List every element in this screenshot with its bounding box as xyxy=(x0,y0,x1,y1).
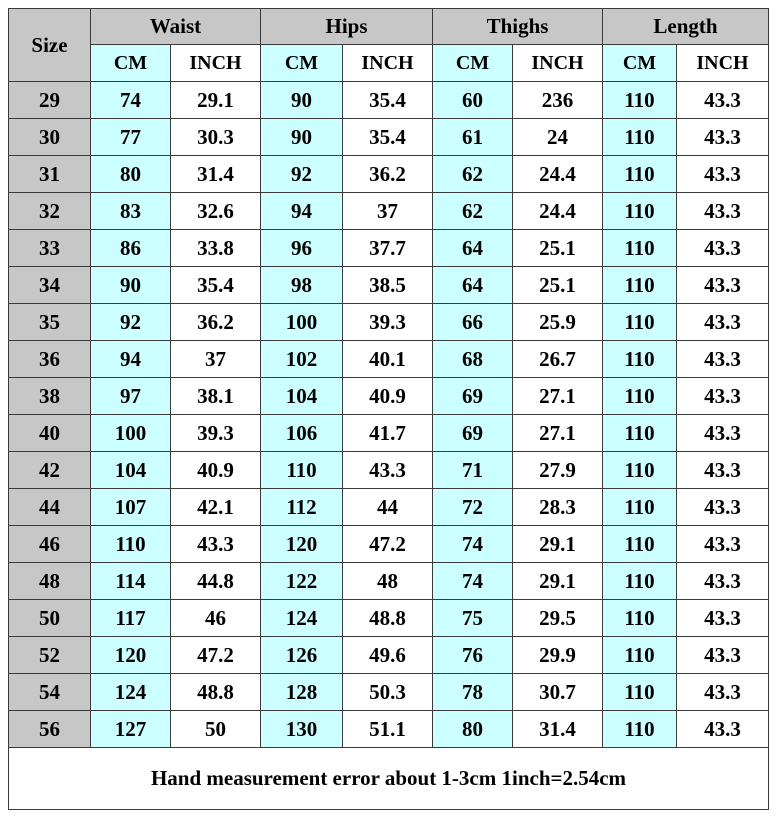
table-row xyxy=(9,526,769,563)
thighs-inch-cell: 236 xyxy=(513,82,603,119)
length-inch-cell: 43.3 xyxy=(677,674,769,711)
length-inch-cell: 43.3 xyxy=(677,600,769,637)
waist-cm-header: CM xyxy=(91,45,171,82)
waist-inch-cell: 32.6 xyxy=(171,193,261,230)
hips-inch-cell: 38.5 xyxy=(343,267,433,304)
waist-inch-cell: 30.3 xyxy=(171,119,261,156)
hips-cm-cell: 96 xyxy=(261,230,343,267)
hips-cm-cell: 122 xyxy=(261,563,343,600)
hips-inch-cell: 40.9 xyxy=(343,378,433,415)
length-inch-cell: 43.3 xyxy=(677,341,769,378)
length-inch-cell: 43.3 xyxy=(677,452,769,489)
hips-inch-cell: 36.2 xyxy=(343,156,433,193)
thighs-inch-cell: 27.1 xyxy=(513,415,603,452)
size-cell: 44 xyxy=(9,489,91,526)
length-cm-cell: 110 xyxy=(603,304,677,341)
thighs-inch-cell: 26.7 xyxy=(513,341,603,378)
waist-cm-cell: 97 xyxy=(91,378,171,415)
hips-inch-cell: 48.8 xyxy=(343,600,433,637)
length-inch-cell: 43.3 xyxy=(677,267,769,304)
hips-inch-cell: 39.3 xyxy=(343,304,433,341)
size-cell: 38 xyxy=(9,378,91,415)
hips-cm-cell: 104 xyxy=(261,378,343,415)
thighs-cm-cell: 69 xyxy=(433,415,513,452)
hips-cm-cell: 120 xyxy=(261,526,343,563)
table-row xyxy=(9,711,769,748)
table-row xyxy=(9,341,769,378)
thighs-cm-cell: 62 xyxy=(433,156,513,193)
waist-inch-cell: 38.1 xyxy=(171,378,261,415)
thighs-inch-header: INCH xyxy=(513,45,603,82)
length-inch-cell: 43.3 xyxy=(677,378,769,415)
thighs-cm-cell: 60 xyxy=(433,82,513,119)
hips-cm-cell: 124 xyxy=(261,600,343,637)
thighs-inch-cell: 27.1 xyxy=(513,378,603,415)
hips-cm-cell: 106 xyxy=(261,415,343,452)
length-cm-cell: 110 xyxy=(603,563,677,600)
length-inch-cell: 43.3 xyxy=(677,526,769,563)
hips-inch-cell: 47.2 xyxy=(343,526,433,563)
hips-inch-cell: 51.1 xyxy=(343,711,433,748)
size-rows xyxy=(9,82,769,748)
length-cm-cell: 110 xyxy=(603,637,677,674)
thighs-inch-cell: 24.4 xyxy=(513,156,603,193)
hips-cm-header: CM xyxy=(261,45,343,82)
hips-inch-cell: 44 xyxy=(343,489,433,526)
thighs-cm-cell: 78 xyxy=(433,674,513,711)
table-row xyxy=(9,563,769,600)
size-cell: 46 xyxy=(9,526,91,563)
length-inch-cell: 43.3 xyxy=(677,415,769,452)
thighs-header: Thighs xyxy=(433,9,603,45)
length-cm-cell: 110 xyxy=(603,452,677,489)
hips-cm-cell: 90 xyxy=(261,82,343,119)
waist-inch-cell: 40.9 xyxy=(171,452,261,489)
length-inch-cell: 43.3 xyxy=(677,156,769,193)
waist-inch-cell: 50 xyxy=(171,711,261,748)
size-cell: 52 xyxy=(9,637,91,674)
table-row xyxy=(9,452,769,489)
table-row xyxy=(9,600,769,637)
hips-cm-cell: 94 xyxy=(261,193,343,230)
hips-cm-cell: 112 xyxy=(261,489,343,526)
length-cm-cell: 110 xyxy=(603,600,677,637)
table-row xyxy=(9,193,769,230)
hips-inch-cell: 49.6 xyxy=(343,637,433,674)
hips-cm-cell: 100 xyxy=(261,304,343,341)
hips-inch-cell: 35.4 xyxy=(343,119,433,156)
waist-inch-cell: 44.8 xyxy=(171,563,261,600)
table-row xyxy=(9,156,769,193)
waist-cm-cell: 100 xyxy=(91,415,171,452)
length-cm-cell: 110 xyxy=(603,230,677,267)
length-cm-cell: 110 xyxy=(603,415,677,452)
size-cell: 33 xyxy=(9,230,91,267)
length-cm-header: CM xyxy=(603,45,677,82)
thighs-cm-cell: 68 xyxy=(433,341,513,378)
size-cell: 30 xyxy=(9,119,91,156)
note-row xyxy=(9,748,769,810)
thighs-cm-cell: 69 xyxy=(433,378,513,415)
waist-cm-cell: 104 xyxy=(91,452,171,489)
thighs-inch-cell: 29.1 xyxy=(513,563,603,600)
thighs-inch-cell: 25.1 xyxy=(513,230,603,267)
waist-cm-cell: 107 xyxy=(91,489,171,526)
thighs-inch-cell: 24.4 xyxy=(513,193,603,230)
thighs-inch-cell: 31.4 xyxy=(513,711,603,748)
waist-cm-cell: 74 xyxy=(91,82,171,119)
hips-inch-cell: 41.7 xyxy=(343,415,433,452)
length-cm-cell: 110 xyxy=(603,711,677,748)
waist-cm-cell: 90 xyxy=(91,267,171,304)
length-cm-cell: 110 xyxy=(603,674,677,711)
waist-inch-header: INCH xyxy=(171,45,261,82)
group-header-row xyxy=(9,9,769,45)
waist-cm-cell: 127 xyxy=(91,711,171,748)
waist-inch-cell: 31.4 xyxy=(171,156,261,193)
table-row xyxy=(9,230,769,267)
size-cell: 36 xyxy=(9,341,91,378)
thighs-inch-cell: 30.7 xyxy=(513,674,603,711)
waist-inch-cell: 37 xyxy=(171,341,261,378)
hips-inch-cell: 48 xyxy=(343,563,433,600)
thighs-inch-cell: 29.9 xyxy=(513,637,603,674)
size-cell: 32 xyxy=(9,193,91,230)
length-inch-cell: 43.3 xyxy=(677,119,769,156)
size-cell: 50 xyxy=(9,600,91,637)
size-cell: 48 xyxy=(9,563,91,600)
length-cm-cell: 110 xyxy=(603,156,677,193)
waist-inch-cell: 39.3 xyxy=(171,415,261,452)
table-row xyxy=(9,378,769,415)
thighs-cm-cell: 74 xyxy=(433,563,513,600)
table-row xyxy=(9,674,769,711)
hips-header: Hips xyxy=(261,9,433,45)
hips-cm-cell: 130 xyxy=(261,711,343,748)
length-header: Length xyxy=(603,9,769,45)
table-row xyxy=(9,415,769,452)
length-inch-cell: 43.3 xyxy=(677,563,769,600)
length-inch-cell: 43.3 xyxy=(677,711,769,748)
waist-inch-cell: 46 xyxy=(171,600,261,637)
hips-inch-cell: 35.4 xyxy=(343,82,433,119)
size-header: Size xyxy=(9,9,91,82)
thighs-cm-header: CM xyxy=(433,45,513,82)
waist-cm-cell: 117 xyxy=(91,600,171,637)
length-inch-cell: 43.3 xyxy=(677,489,769,526)
table-row xyxy=(9,119,769,156)
waist-cm-cell: 94 xyxy=(91,341,171,378)
size-cell: 35 xyxy=(9,304,91,341)
waist-cm-cell: 86 xyxy=(91,230,171,267)
hips-cm-cell: 126 xyxy=(261,637,343,674)
waist-cm-cell: 83 xyxy=(91,193,171,230)
thighs-cm-cell: 72 xyxy=(433,489,513,526)
size-cell: 29 xyxy=(9,82,91,119)
size-cell: 54 xyxy=(9,674,91,711)
hips-cm-cell: 102 xyxy=(261,341,343,378)
table-row xyxy=(9,267,769,304)
waist-inch-cell: 48.8 xyxy=(171,674,261,711)
length-cm-cell: 110 xyxy=(603,526,677,563)
unit-header-row xyxy=(9,45,769,82)
thighs-cm-cell: 71 xyxy=(433,452,513,489)
length-cm-cell: 110 xyxy=(603,267,677,304)
thighs-cm-cell: 66 xyxy=(433,304,513,341)
waist-cm-cell: 80 xyxy=(91,156,171,193)
waist-inch-cell: 43.3 xyxy=(171,526,261,563)
hips-inch-cell: 43.3 xyxy=(343,452,433,489)
size-cell: 31 xyxy=(9,156,91,193)
length-inch-cell: 43.3 xyxy=(677,193,769,230)
waist-cm-cell: 110 xyxy=(91,526,171,563)
thighs-cm-cell: 74 xyxy=(433,526,513,563)
waist-cm-cell: 92 xyxy=(91,304,171,341)
thighs-inch-cell: 29.5 xyxy=(513,600,603,637)
length-inch-header: INCH xyxy=(677,45,769,82)
hips-inch-cell: 37 xyxy=(343,193,433,230)
waist-header: Waist xyxy=(91,9,261,45)
thighs-cm-cell: 64 xyxy=(433,230,513,267)
thighs-cm-cell: 62 xyxy=(433,193,513,230)
thighs-inch-cell: 28.3 xyxy=(513,489,603,526)
size-cell: 34 xyxy=(9,267,91,304)
length-cm-cell: 110 xyxy=(603,341,677,378)
thighs-inch-cell: 25.9 xyxy=(513,304,603,341)
thighs-cm-cell: 61 xyxy=(433,119,513,156)
waist-cm-cell: 77 xyxy=(91,119,171,156)
length-cm-cell: 110 xyxy=(603,378,677,415)
thighs-inch-cell: 24 xyxy=(513,119,603,156)
table-row xyxy=(9,489,769,526)
thighs-cm-cell: 64 xyxy=(433,267,513,304)
waist-inch-cell: 35.4 xyxy=(171,267,261,304)
length-cm-cell: 110 xyxy=(603,119,677,156)
hips-inch-header: INCH xyxy=(343,45,433,82)
table-row xyxy=(9,304,769,341)
size-cell: 40 xyxy=(9,415,91,452)
hips-inch-cell: 50.3 xyxy=(343,674,433,711)
size-cell: 56 xyxy=(9,711,91,748)
waist-cm-cell: 114 xyxy=(91,563,171,600)
size-cell: 42 xyxy=(9,452,91,489)
waist-inch-cell: 36.2 xyxy=(171,304,261,341)
hips-cm-cell: 110 xyxy=(261,452,343,489)
length-inch-cell: 43.3 xyxy=(677,230,769,267)
length-cm-cell: 110 xyxy=(603,489,677,526)
thighs-inch-cell: 25.1 xyxy=(513,267,603,304)
hips-inch-cell: 40.1 xyxy=(343,341,433,378)
length-cm-cell: 110 xyxy=(603,193,677,230)
thighs-inch-cell: 27.9 xyxy=(513,452,603,489)
length-cm-cell: 110 xyxy=(603,82,677,119)
hips-cm-cell: 98 xyxy=(261,267,343,304)
waist-inch-cell: 29.1 xyxy=(171,82,261,119)
thighs-cm-cell: 76 xyxy=(433,637,513,674)
hips-cm-cell: 90 xyxy=(261,119,343,156)
hips-cm-cell: 92 xyxy=(261,156,343,193)
thighs-inch-cell: 29.1 xyxy=(513,526,603,563)
waist-inch-cell: 42.1 xyxy=(171,489,261,526)
waist-cm-cell: 120 xyxy=(91,637,171,674)
waist-inch-cell: 47.2 xyxy=(171,637,261,674)
length-inch-cell: 43.3 xyxy=(677,637,769,674)
thighs-cm-cell: 80 xyxy=(433,711,513,748)
table-row xyxy=(9,637,769,674)
length-inch-cell: 43.3 xyxy=(677,82,769,119)
waist-inch-cell: 33.8 xyxy=(171,230,261,267)
size-chart-table xyxy=(8,8,769,810)
hips-cm-cell: 128 xyxy=(261,674,343,711)
table-row xyxy=(9,82,769,119)
thighs-cm-cell: 75 xyxy=(433,600,513,637)
measurement-note: Hand measurement error about 1-3cm 1inch=2.54cm xyxy=(9,748,769,810)
hips-inch-cell: 37.7 xyxy=(343,230,433,267)
waist-cm-cell: 124 xyxy=(91,674,171,711)
length-inch-cell: 43.3 xyxy=(677,304,769,341)
